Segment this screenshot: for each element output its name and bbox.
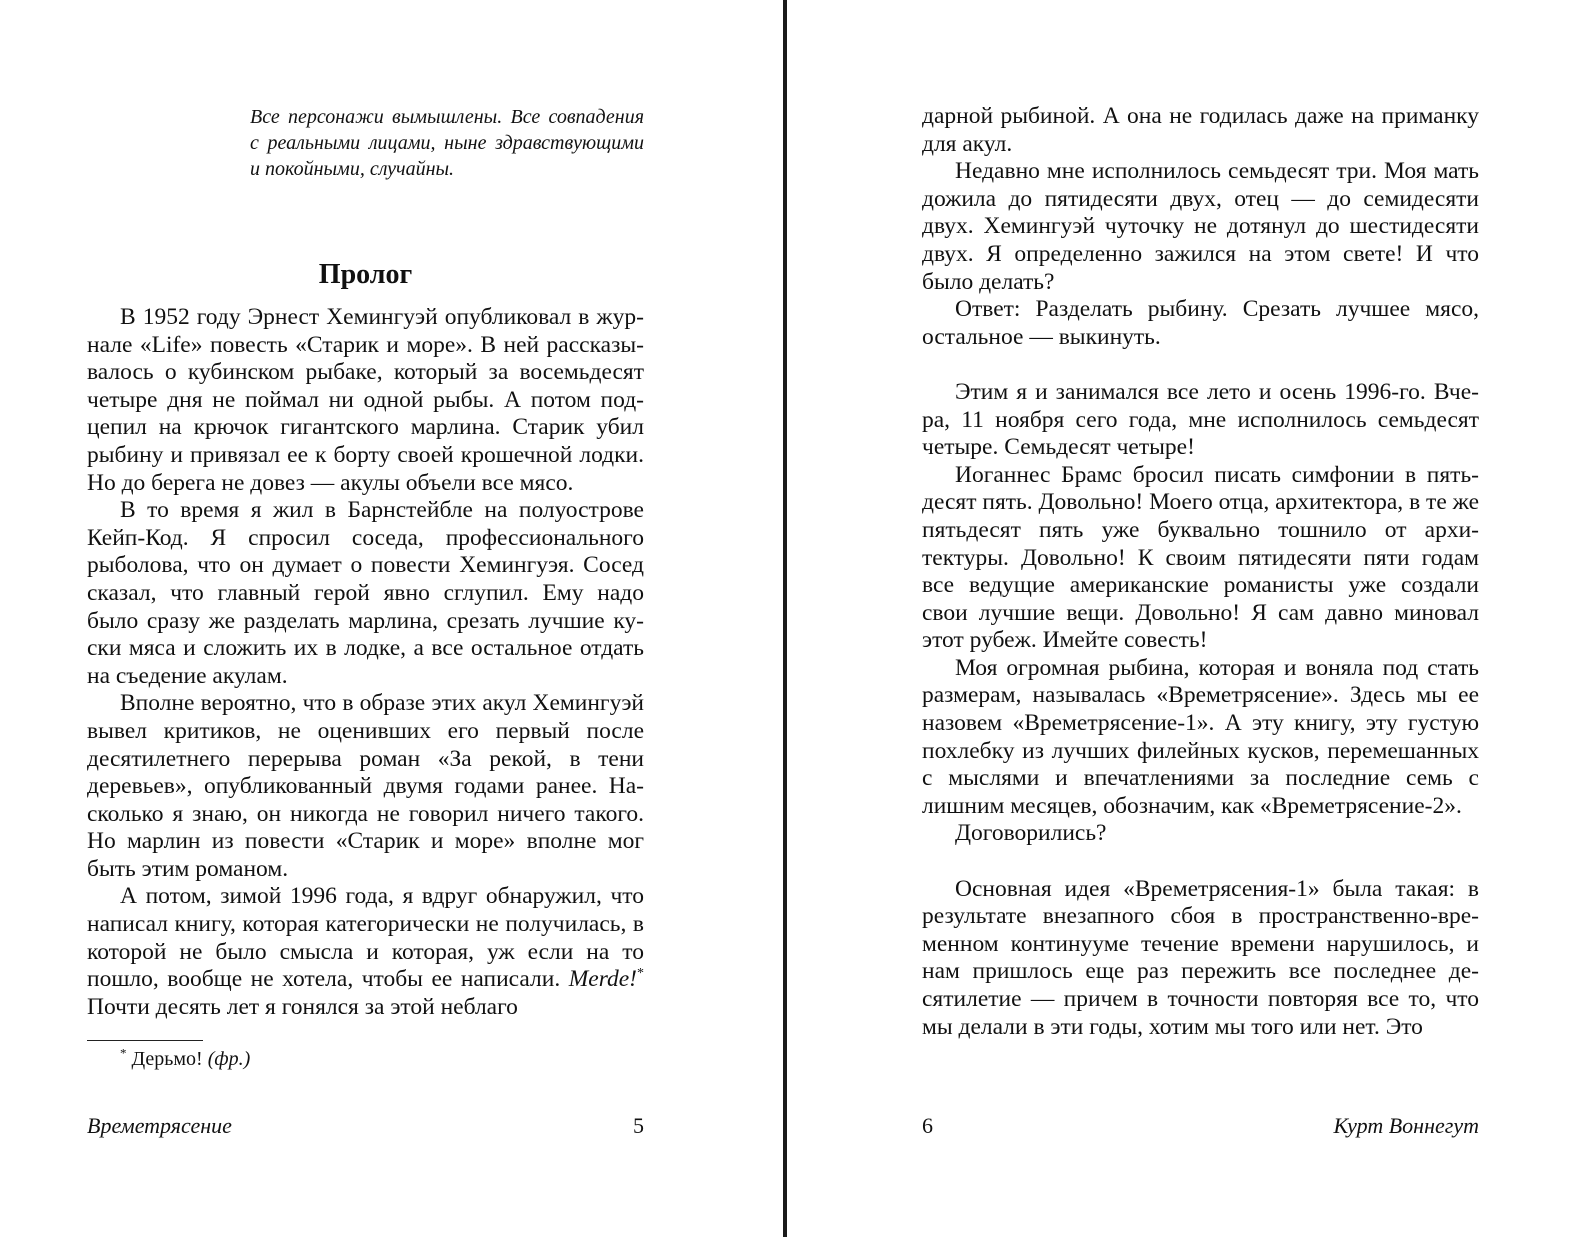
page-number: 5 — [633, 1113, 644, 1138]
footnote-text: Дерьмо! — [126, 1048, 208, 1070]
paragraph-text: А потом, зимой 1996 года, я вдруг обнаружил, что написал книгу, которая категорически не получилась, в которой не было смысла и которая, уж если на то пошло, вообще не хотела, чтобы ее написали. — [87, 883, 644, 993]
left-page — [0, 0, 783, 1237]
epigraph: Все персонажи вымышлены. Все совпадения с реальными лицами, ныне здравствующими и покойными, случайны. — [250, 106, 644, 180]
paragraph: Договорились? — [955, 820, 1107, 847]
footnote-reference[interactable]: * — [637, 966, 644, 982]
footnote-separator — [87, 1040, 203, 1041]
right-page-body — [922, 103, 1479, 1041]
paragraph-continuation: дарной рыбиной. А она не годилась даже на приманку для акул. — [922, 103, 1479, 157]
page-number: 6 — [922, 1113, 933, 1138]
right-page — [787, 0, 1580, 1237]
footnote-marker: * — [120, 1045, 127, 1061]
left-page-body — [87, 304, 644, 1021]
paragraph: Основная идея «Времетрясения-1» была такая: в результате внезапного сбоя в пространственно-временном континууме течение времени нарушилось, и нам пришлось еще раз пережить все последнее десятилетие — причем в точности повторяя все то, что мы делали в эти годы, хотим мы того или нет. Это — [922, 875, 1479, 1040]
paragraph: Вполне вероятно, что в образе этих акул Хемингуэй вывел критиков, не оценивших его первый после десятилетнего перерыва роман «За рекой, в тени деревьев», опубликованный двумя годами ранее. Насколько я знаю, он никогда не говорил ничего такого. Но марлин из повести «Старик и море» вполне мог быть этим романом. — [87, 690, 644, 882]
paragraph: В то время я жил в Барнстейбле на полуострове Кейп-Код. Я спросил соседа, профессионального рыболова, что он думает о повести Хемингуэя. Сосед сказал, что главный герой явно сглупил. Ему надо было сразу же разделать марлина, срезать лучшие куски мяса и сложить их в лодке, а все остальное отдать на съедение акулам. — [87, 497, 644, 689]
paragraph-text: Почти десять лет я гонялся за этой неблаго — [87, 993, 518, 1020]
paragraph-with-footnote — [87, 883, 644, 1021]
paragraph: Ответ: Разделать рыбину. Срезать лучшее мясо, остальное — выкинуть. — [922, 296, 1479, 350]
paragraph: Недавно мне исполнилось семьдесят три. Моя мать дожила до пятидесяти двух, отец — до семидесяти двух. Хемингуэй чуточку не дотянул до шестидесяти двух. Я определенно зажился на этом свете! И что было делать? — [922, 158, 1479, 295]
running-title: Курт Воннегут — [1333, 1113, 1479, 1138]
paragraph: Иоганнес Брамс бросил писать симфонии в пятьдесят пять. Довольно! Моего отца, архитектора, в те же пятьдесят пять уже буквально тошнило от архитектуры. Довольно! К своим пятидесяти пяти годам все ведущие американские романисты уже создали свои лучшие вещи. Довольно! Я сам давно миновал этот рубеж. Имейте совесть! — [922, 461, 1479, 654]
footnote — [120, 1046, 250, 1072]
foreign-word: Merde! — [568, 966, 637, 993]
section-break — [922, 848, 1479, 876]
paragraph: В 1952 году Эрнест Хемингуэй опубликовал в журнале «Life» повесть «Старик и море». В ней рассказывалось о кубинском рыбаке, который за восемьдесят четыре дня не поймал ни одной рыбы. А потом подцепил на крючок гигантского марлина. Старик убил рыбину и привязал ее к борту своей крошечной лодки. Но до берега не довез — акулы объели все мясо. — [87, 304, 644, 496]
section-break — [922, 351, 1479, 379]
footnote-language: (фр.) — [207, 1048, 251, 1070]
paragraph: Моя огромная рыбина, которая и воняла под стать размерам, называлась «Времетрясение». Здесь мы ее назовем «Времетрясение-1». А эту книгу, эту густую похлебку из лучших филейных кусков, перемешанных с мыслями и впечатлениями за последние семь с лишним месяцев, обозначим, как «Времетрясение-2». — [922, 654, 1479, 819]
paragraph: Этим я и занимался все лето и осень 1996-го. Вчера, 11 ноября сего года, мне исполнилось семьдесят четыре. Семьдесят четыре! — [922, 378, 1479, 461]
chapter-title: Пролог — [318, 259, 413, 290]
running-title: Времетрясение — [87, 1113, 232, 1138]
